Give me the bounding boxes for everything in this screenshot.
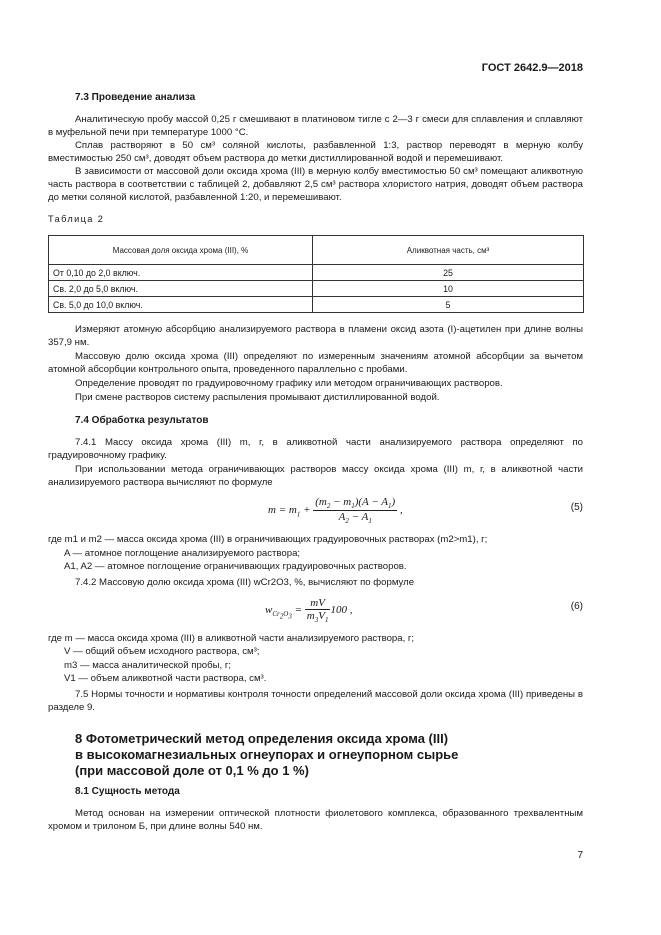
table-cell: Св. 2,0 до 5,0 включ. (49, 281, 313, 297)
table-cell: От 0,10 до 2,0 включ. (49, 265, 313, 281)
equation-number: (5) (570, 502, 583, 513)
equation-number: (6) (570, 601, 583, 612)
table-header: Массовая доля оксида хрома (III), % (49, 236, 313, 265)
table-cell: Св. 5,0 до 10,0 включ. (49, 297, 313, 313)
section-8-title-line-2: в высокомагнезиальных огнеупорах и огнеупорном сырье (75, 747, 459, 762)
table-cell: 5 (313, 297, 584, 313)
paragraph: В зависимости от массовой доли оксида хрома (III) в мерную колбу вместимостью 50 см³ помещают аликвотную часть раствора в соответствии с таблицей 2, добавляют 2,5 см³ раствора хлористого натрия, доводят объем раствора до метки соляной кислотой, разбавленной 1:20, и перемешивают. (48, 166, 583, 203)
section-8-1-title: 8.1 Сущность метода (75, 786, 180, 797)
paragraph: Метод основан на измерении оптической плотности фиолетового комплекса, образованного трехвалентным хромом и трилоном Б, при длине волны 540 нм. (48, 808, 583, 832)
paragraph: Измеряют атомную абсорбцию анализируемого раствора в пламени оксид азота (I)-ацетилен при длине волны 357,9 нм. (48, 324, 583, 348)
section-8-title-line-1: 8 Фотометрический метод определения оксида хрома (III) (75, 731, 449, 746)
page-number: 7 (577, 850, 583, 861)
table-row (49, 297, 584, 313)
paragraph: Массовую долю оксида хрома (III) определяют по измеренным значениям атомной абсорбции за вычетом атомной абсорбции контрольного опыта, проведенного параллельно с пробами. (48, 351, 583, 375)
paragraph: При использовании метода ограничивающих растворов массу оксида хрома (III) m, г, в аликвотной части анализируемого раствора вычисляют по формуле (48, 464, 583, 488)
standard-number: ГОСТ 2642.9—2018 (481, 62, 583, 74)
table-caption: Таблица 2 (48, 214, 105, 224)
table-row (49, 281, 584, 297)
paragraph: Аналитическую пробу массой 0,25 г смешивают в платиновом тигле с 2—3 г смеси для сплавления и сплавляют в муфельной печи при температуре 1000 °С. (48, 114, 583, 138)
definition-line: V — общий объем исходного раствора, см³; (64, 646, 260, 657)
definition-line: m3 — масса аналитической пробы, г; (64, 660, 232, 671)
formula-6: $w_{Cr_2O_3}$ = $\frac{mV}{m_3V_1}$ 100 , (265, 597, 353, 625)
table-cell: 25 (313, 265, 584, 281)
formula-5: $m = m_1$ + $\frac{(m_2 - m_1)(A - A_1)}{A_2 - A_1}$ , (268, 496, 403, 526)
paragraph: 7.5 Нормы точности и нормативы контроля точности определений массовой доли оксида хрома (III) приведены в разделе 9. (48, 689, 583, 713)
definition-line: где m — масса оксида хрома (III) в аликвотной части анализируемого раствора, г; (48, 633, 415, 644)
table-header-row (49, 236, 584, 265)
paragraph: Сплав растворяют в 50 см³ соляной кислоты, разбавленной 1:3, раствор переводят в мерную колбу вместимостью 250 см³, доводят объем раствора до метки дистиллированной водой и перемешивают. (48, 140, 583, 164)
paragraph: Определение проводят по градуировочному графику или методом ограничивающих растворов. (75, 378, 503, 389)
paragraph: При смене растворов систему распыления промывают дистиллированной водой. (75, 392, 440, 403)
section-7-3-title: 7.3 Проведение анализа (75, 92, 196, 103)
definition-line: A1, A2 — атомное поглощение ограничивающих градуировочных растворов. (64, 561, 407, 572)
definition-line: V1 — объем аликвотной части раствора, см³. (64, 673, 267, 684)
paragraph: 7.4.1 Массу оксида хрома (III) m, г, в аликвотной части анализируемого раствора определяют по градуировочному графику. (48, 437, 583, 461)
table-cell: 10 (313, 281, 584, 297)
definition-line: A — атомное поглощение анализируемого раствора; (64, 548, 301, 559)
table-2 (48, 235, 584, 313)
table-row (49, 265, 584, 281)
section-7-4-title: 7.4 Обработка результатов (75, 415, 209, 426)
section-8-title-line-3: (при массовой доле от 0,1 % до 1 %) (75, 763, 309, 778)
paragraph: 7.4.2 Массовую долю оксида хрома (III) wCr2O3, %, вычисляют по формуле (75, 577, 415, 588)
definition-line: где m1 и m2 — масса оксида хрома (III) в ограничивающих градуировочных растворах (m2>m1), г; (48, 534, 488, 545)
table-header: Аликвотная часть, см³ (313, 236, 584, 265)
